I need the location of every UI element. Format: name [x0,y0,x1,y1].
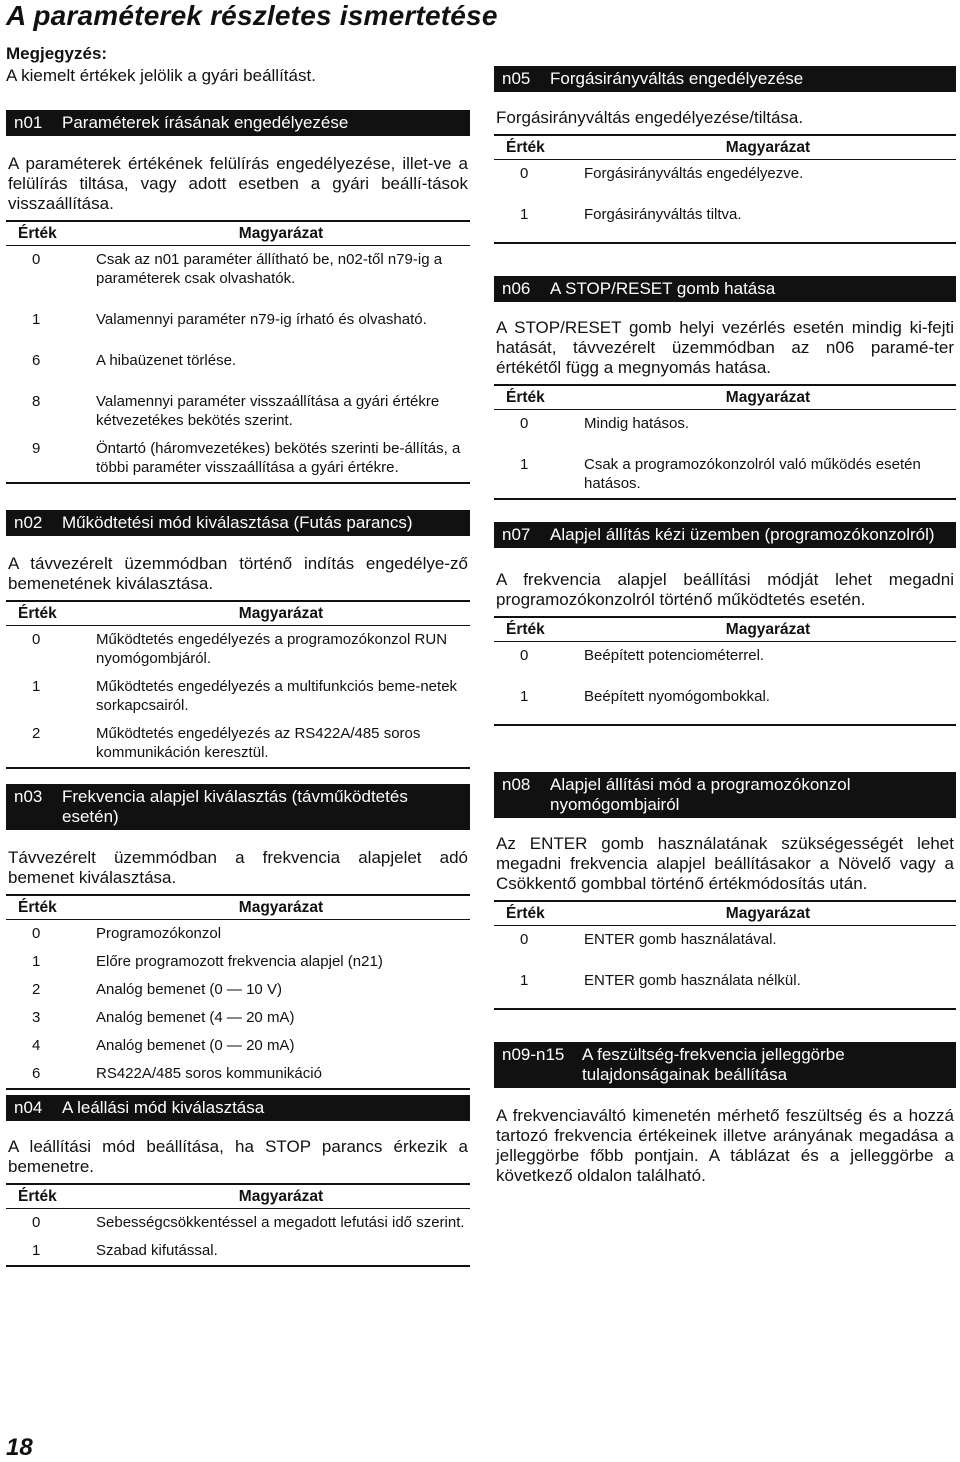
row-text: Beépített nyomógombokkal. [580,683,956,725]
param-name: A STOP/RESET gomb hatása [550,279,776,298]
row-value: 0 [32,1214,41,1231]
row-value: 1 [32,311,41,328]
param-name: Alapjel állítás kézi üzemben (programozókonzolról) [550,525,935,544]
row-value: 0 [520,415,529,432]
row-value: 9 [6,435,92,483]
table-row [6,1237,470,1266]
header-explanation: Magyarázat [92,1184,470,1209]
value-table [6,894,470,1090]
param-description: A frekvenciaváltó kimenetén mérhető feszültség és a hozzá tartozó frekvencia értékeinek illetve arányának megadása a jelleggörbe főbb pontjain. A táblázat és a jelleggörbe a következő oldalon található. [496,1106,954,1185]
header-explanation: Magyarázat [92,601,470,626]
row-value: 1 [494,201,580,243]
header-value: Érték [6,1184,92,1209]
param-code: n07 [502,525,531,544]
row-text: Analóg bemenet (0 — 20 mA) [96,1037,295,1054]
value-table [6,1183,470,1267]
row-text: Forgásirányváltás engedélyezve. [584,165,804,182]
param-description: Az ENTER gomb használatának szükségességét lehet megadni frekvencia alapjel beállításakor a Növelő vagy a Csökkentő gombbal történő értékmódosítás után. [496,834,954,893]
param-code: n04 [14,1098,43,1117]
header-value: Érték [494,617,580,642]
page-number: 18 [6,1434,33,1461]
row-value: 1 [32,678,41,695]
param-description: A leállítási mód beállítása, ha STOP parancs érkezik a bemenetre. [8,1137,468,1176]
header-explanation: Magyarázat [580,385,956,410]
table-row [6,246,470,307]
row-text: Szabad kifutással. [92,1237,470,1266]
section-n04 [6,1095,470,1267]
row-text: Analóg bemenet (0 — 10 V) [96,981,282,998]
row-value: 1 [494,967,580,1009]
table-row [6,1209,470,1238]
table-row [6,306,470,347]
row-value: 0 [32,925,41,942]
param-code: n09-n15 [502,1045,565,1064]
table-row [494,642,956,684]
param-name: Frekvencia alapjel kiválasztás (távműködtetés esetén) [62,787,408,826]
row-text: Működtetés engedélyezés az RS422A/485 soros kommunikáción keresztül. [92,720,470,768]
row-value: 0 [520,931,529,948]
value-table [494,900,956,1010]
row-text: Valamennyi paraméter visszaállítása a gyári értékre kétvezetékes bekötés szerint. [96,393,440,429]
value-table [494,616,956,726]
row-value: 1 [494,451,580,499]
table-row [6,1032,470,1060]
row-text: ENTER gomb használatával. [584,931,777,948]
section-n07 [494,522,956,726]
param-name: Alapjel állítási mód a programozókonzol nyomógombjairól [550,775,851,814]
header-explanation: Magyarázat [92,895,470,920]
row-text: Előre programozott frekvencia alapjel (n21) [96,953,383,970]
row-value: 0 [32,631,41,648]
row-value: 1 [32,953,41,970]
header-value: Érték [494,901,580,926]
table-row [494,201,956,243]
row-text: Analóg bemenet (4 — 20 mA) [96,1009,295,1026]
row-text: Beépített potenciométerrel. [584,647,765,664]
param-description: Távvezérelt üzemmódban a frekvencia alapjelet adó bemenet kiválasztása. [8,848,468,887]
row-text: Sebességcsökkentéssel a megadott lefutási idő szerint. [96,1214,465,1231]
table-row [6,720,470,768]
row-value: 1 [6,1237,92,1266]
row-text: Valamennyi paraméter n79-ig írható és olvasható. [96,311,427,328]
param-code: n05 [502,69,531,88]
row-text: ENTER gomb használata nélkül. [580,967,956,1009]
header-explanation: Magyarázat [92,221,470,246]
row-text: Működtetés engedélyezés a programozókonzol RUN nyomógombjáról. [96,631,448,667]
header-explanation: Magyarázat [580,617,956,642]
row-value: 6 [32,352,41,369]
row-value: 4 [32,1037,41,1054]
value-table [494,134,956,244]
note-text: A kiemelt értékek jelölik a gyári beállítást. [6,66,316,85]
table-row [494,683,956,725]
value-table [6,220,470,484]
row-text: Programozókonzol [96,925,222,942]
table-row [6,673,470,720]
note-label: Megjegyzés: [6,44,108,63]
param-name: Paraméterek írásának engedélyezése [62,113,349,132]
section-header [494,276,956,302]
row-value: 2 [6,720,92,768]
table-row [6,347,470,388]
section-n06 [494,276,956,500]
param-description: A STOP/RESET gomb helyi vezérlés esetén mindig ki-fejti hatását, távvezérelt üzemmódban az n06 paramé-ter értékétől függ a megnyomás hatása. [496,318,954,377]
param-name: A leállási mód kiválasztása [62,1098,265,1117]
row-value: 0 [520,165,529,182]
header-explanation: Magyarázat [580,901,956,926]
param-name: Működtetési mód kiválasztása (Futás parancs) [62,513,413,532]
row-text: Csak a programozókonzolról való működés esetén hatásos. [580,451,956,499]
section-header [494,1042,956,1088]
table-row [6,976,470,1004]
section-header [6,1095,470,1121]
section-header [6,784,470,830]
table-row [6,1004,470,1032]
header-value: Érték [494,385,580,410]
row-text: Csak az n01 paraméter állítható be, n02-től n79-ig a paraméterek csak olvashatók. [96,251,443,287]
param-name: A feszültség-frekvencia jelleggörbe tulajdonságainak beállítása [582,1045,845,1084]
section-n02 [6,510,470,769]
row-text: Mindig hatásos. [584,415,690,432]
param-description: A paraméterek értékének felülírás engedélyezése, illet-ve a felülírás tiltása, vagy adott esetben a gyári beállí-tások visszaállítása. [8,154,468,213]
section-n08 [494,772,956,1010]
row-text: Öntartó (háromvezetékes) bekötés szerinti be-állítás, a többi paraméter visszaállítása a gyári értékre. [92,435,470,483]
param-code: n01 [14,113,43,132]
param-description: A távvezérelt üzemmódban történő indítás engedélye-ző bemenetének kiválasztása. [8,554,468,593]
table-row [6,626,470,674]
param-code: n08 [502,775,531,794]
row-value: 3 [32,1009,41,1026]
row-text: RS422A/485 soros kommunikáció [92,1060,470,1089]
row-text: Forgásirányváltás tiltva. [580,201,956,243]
row-value: 1 [494,683,580,725]
row-value: 6 [6,1060,92,1089]
param-code: n02 [14,513,43,532]
section-n09-n15 [494,1042,956,1186]
table-row [6,948,470,976]
header-value: Érték [6,221,92,246]
header-value: Érték [6,895,92,920]
row-value: 2 [32,981,41,998]
param-description: Forgásirányváltás engedélyezése/tiltása. [496,108,804,127]
row-text: A hibaüzenet törlése. [96,352,237,369]
param-code: n03 [14,787,43,806]
value-table [6,600,470,769]
table-row [494,410,956,452]
page-title: A paraméterek részletes ismertetése [6,0,498,31]
row-value: 8 [32,393,41,410]
section-n03 [6,784,470,1090]
header-explanation: Magyarázat [580,135,956,160]
table-row [494,926,956,968]
row-value: 0 [32,251,41,268]
row-text: Működtetés engedélyezés a multifunkciós beme-netek sorkapcsairól. [96,678,458,714]
table-row [494,451,956,499]
table-row [6,435,470,483]
section-header [494,66,956,92]
table-row [494,967,956,1009]
section-header [6,510,470,536]
table-row [494,160,956,202]
table-row [6,920,470,949]
row-value: 0 [520,647,529,664]
param-code: n06 [502,279,531,298]
section-n05 [494,66,956,244]
section-header [494,522,956,548]
section-header [494,772,956,818]
header-value: Érték [6,601,92,626]
section-n01 [6,110,470,484]
table-row [6,1060,470,1089]
table-row [6,388,470,435]
value-table [494,384,956,500]
param-description: A frekvencia alapjel beállítási módját lehet megadni programozókonzolról történő működtetés esetén. [496,570,954,609]
param-name: Forgásirányváltás engedélyezése [550,69,804,88]
section-header [6,110,470,136]
header-value: Érték [494,135,580,160]
